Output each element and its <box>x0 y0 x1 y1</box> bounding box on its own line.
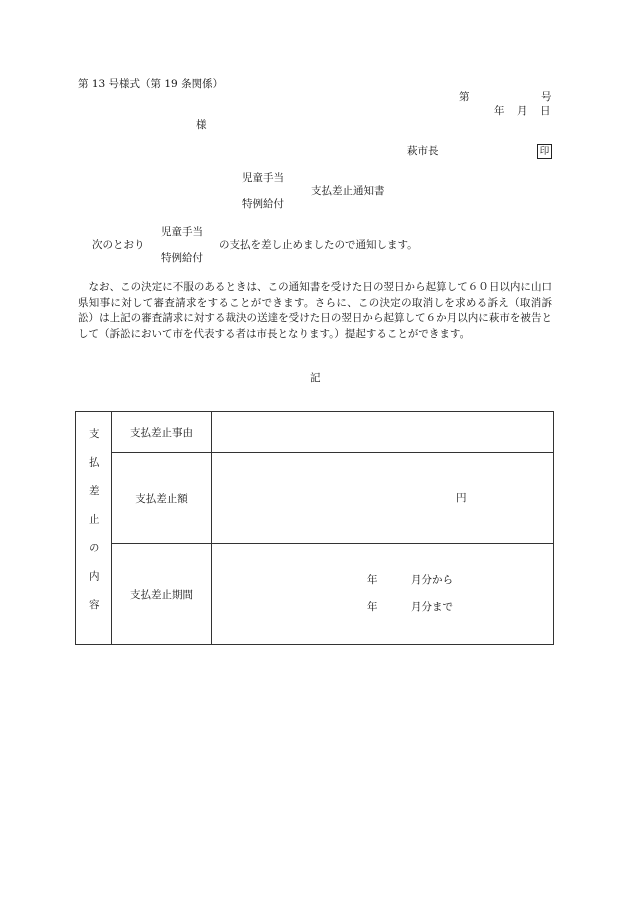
detail-table <box>75 411 554 645</box>
period-to-month: 月分まで <box>411 601 453 613</box>
addressee-honorific: 様 <box>196 119 207 131</box>
appeal-notice: なお、この決定に不服のあるときは、この通知書を受けた日の翌日から起算して６０日以内に山口県知事に対して審査請求をすることができます。さらに、この決定の取消しを求める訴え（取消訴訟）は上記の審査請求に対する裁決の送達を受けた日の翌日から起算して６か月以内に萩市を被告として（訴訟において市を代表する者は市長となります。）提起することができます。 <box>78 281 552 340</box>
period-label: 支払差止期間 <box>112 544 212 645</box>
period-from-year: 年 <box>367 574 378 586</box>
period-from-month: 月分から <box>411 574 453 586</box>
amount-unit: 円 <box>456 492 467 504</box>
reason-label: 支払差止事由 <box>112 412 212 453</box>
number-prefix: 第 <box>459 91 470 103</box>
table-row-amount <box>76 453 554 544</box>
title-option-special-benefit: 特例給付 <box>242 198 284 210</box>
document-title: 支払差止通知書 <box>311 185 385 197</box>
form-number: 第 13 号様式（第 19 条関係） <box>78 78 224 90</box>
amount-value[interactable] <box>212 453 554 544</box>
body-option-child-allowance: 児童手当 <box>161 226 203 238</box>
amount-label: 支払差止額 <box>112 453 212 544</box>
table-row-reason <box>76 412 554 453</box>
body-option-special-benefit: 特例給付 <box>161 252 203 264</box>
body-lead: 次のとおり <box>92 239 145 251</box>
issuer-name: 萩市長 <box>407 145 439 157</box>
date-day: 日 <box>540 105 551 117</box>
body-statement: の支払を差し止めましたので通知します。 <box>219 239 418 251</box>
seal-box: 印 <box>537 144 552 159</box>
table-row-period <box>76 544 554 645</box>
number-suffix: 号 <box>541 91 552 103</box>
side-label: 支払差止の内容 <box>76 412 112 645</box>
title-option-child-allowance: 児童手当 <box>242 172 284 184</box>
reason-value[interactable] <box>212 412 554 453</box>
date-year: 年 <box>494 105 505 117</box>
period-value[interactable] <box>212 544 554 645</box>
period-to-year: 年 <box>367 601 378 613</box>
record-heading: 記 <box>310 372 321 384</box>
date-month: 月 <box>517 105 528 117</box>
